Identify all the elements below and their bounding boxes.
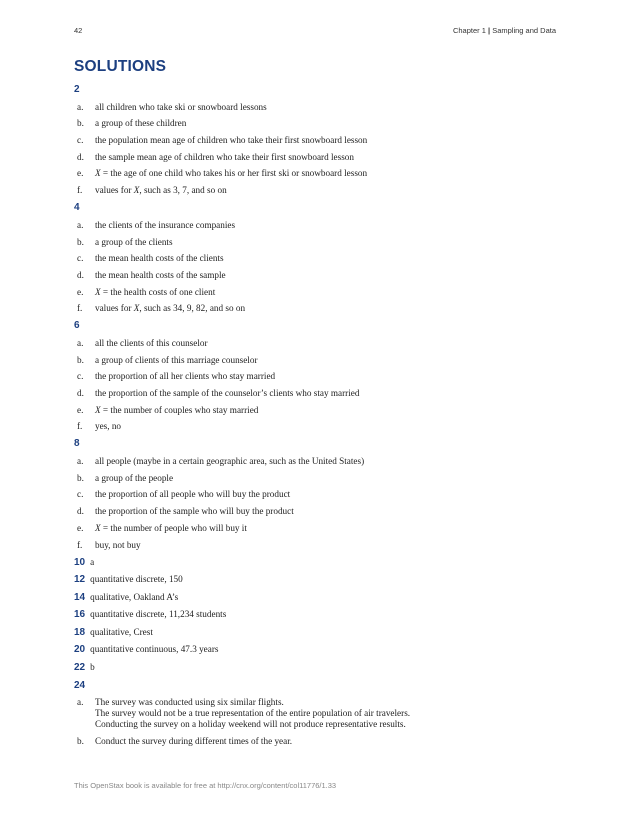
problem-number: 14	[74, 591, 86, 603]
answer-text: a	[90, 556, 95, 567]
short-answer-14	[74, 592, 564, 604]
page-number: 42	[74, 26, 83, 35]
answer-text: quantitative discrete, 150	[90, 574, 183, 585]
answer-item	[74, 388, 564, 399]
item-label: d.	[77, 506, 84, 517]
answer-prefix: values for	[95, 185, 134, 196]
answer-text: buy, not buy	[95, 539, 141, 550]
problem-number: 6	[74, 320, 80, 332]
answer-item	[74, 736, 564, 747]
answer-text: Conduct the survey during different times of the year.	[95, 736, 293, 747]
short-answer-18	[74, 627, 564, 639]
answer-line: Conducting the survey on a holiday weekend will not produce representative results.	[95, 719, 406, 730]
section-title: SOLUTIONS	[74, 58, 167, 75]
variable-x: X	[95, 522, 101, 533]
answer-text: all children who take ski or snowboard lessons	[95, 101, 267, 112]
answer-text: a group of these children	[95, 118, 187, 129]
answer-list	[74, 338, 564, 432]
problem-number: 12	[74, 574, 86, 586]
answer-text: the clients of the insurance companies	[95, 219, 236, 230]
answer-item	[74, 118, 564, 129]
item-label: d.	[77, 388, 84, 398]
item-label: b.	[77, 736, 84, 747]
answer-text: the sample mean age of children who take their first snowboard lesson	[95, 151, 354, 162]
answer-list	[74, 697, 564, 747]
answer-text: b	[90, 662, 95, 673]
answer-item	[74, 456, 564, 467]
item-label: e.	[77, 286, 84, 297]
answer-text: = the age of one child who takes his or her first ski or snowboard lesson	[100, 168, 368, 179]
short-answers-list	[74, 557, 564, 675]
answer-item	[74, 405, 564, 416]
item-label: d.	[77, 269, 84, 280]
answer-list	[74, 102, 564, 196]
variable-x: X	[133, 303, 140, 314]
problems-list	[74, 84, 564, 551]
short-answer-10	[74, 557, 564, 569]
answer-text: all people (maybe in a certain geographic area, such as the United States)	[95, 456, 365, 467]
problem-number: 2	[74, 84, 80, 95]
answer-item	[74, 287, 564, 298]
item-label: a.	[77, 697, 84, 708]
problem-number: 8	[74, 438, 80, 450]
item-label: b.	[77, 354, 84, 365]
item-label: e.	[77, 404, 84, 415]
problem-number: 22	[74, 662, 86, 674]
problem-8	[74, 438, 564, 550]
header-separator: |	[488, 26, 491, 35]
item-label: c.	[77, 489, 84, 500]
item-label: a.	[77, 456, 84, 467]
item-label: b.	[77, 472, 84, 483]
item-label: e.	[77, 522, 84, 533]
variable-x: X	[95, 286, 101, 297]
item-label: e.	[77, 168, 84, 179]
answer-item	[74, 355, 564, 366]
short-answer-22	[74, 662, 564, 674]
answer-item	[74, 152, 564, 163]
item-label: a.	[77, 337, 84, 348]
variable-x: X	[95, 404, 101, 415]
problem-number: 20	[74, 644, 86, 656]
short-answer-20	[74, 644, 564, 656]
answer-text: a group of the clients	[95, 236, 173, 247]
answer-item	[74, 253, 564, 264]
answer-text: the proportion of the sample of the counselor’s clients who stay married	[95, 388, 360, 398]
answer-item	[74, 220, 564, 231]
answer-text: a group of clients of this marriage counselor	[95, 354, 258, 365]
answer-item	[74, 270, 564, 281]
answer-text: yes, no	[95, 421, 122, 432]
answer-text: , such as 34, 9, 82, and so on	[139, 303, 246, 314]
short-answer-12	[74, 574, 564, 586]
answer-text: the proportion of all people who will buy the product	[95, 489, 291, 500]
answer-item	[74, 540, 564, 551]
page-footer: This OpenStax book is available for free at http://cnx.org/content/col11776/1.33	[74, 781, 337, 790]
answer-item	[74, 237, 564, 248]
answer-text: = the number of couples who stay married	[100, 404, 259, 415]
answer-text: qualitative, Crest	[90, 626, 153, 637]
answer-item	[74, 489, 564, 500]
running-header	[453, 26, 556, 35]
answer-text: the proportion of the sample who will buy the product	[95, 506, 294, 517]
answer-line: The survey was conducted using six similar flights.	[95, 697, 284, 708]
problem-number: 4	[74, 202, 80, 214]
answer-text: quantitative continuous, 47.3 years	[90, 644, 219, 655]
answer-item	[74, 473, 564, 484]
answer-text: a group of the people	[95, 472, 174, 483]
answer-item	[74, 185, 564, 196]
answer-line: The survey would not be a true representation of the entire population of air travelers.	[95, 708, 411, 719]
item-label: c.	[77, 253, 84, 264]
answer-item	[74, 506, 564, 517]
item-label: b.	[77, 118, 84, 129]
problem-number: 16	[74, 609, 86, 621]
answer-item	[74, 135, 564, 146]
chapter-label: Chapter 1	[452, 26, 486, 35]
answer-text: , such as 3, 7, and so on	[139, 185, 227, 196]
item-label: c.	[77, 135, 84, 146]
item-label: a.	[77, 101, 84, 112]
problem-6	[74, 320, 564, 432]
variable-x: X	[95, 168, 101, 179]
answer-item	[74, 371, 564, 382]
answer-text: quantitative discrete, 11,234 students	[90, 609, 227, 620]
answer-item	[74, 523, 564, 534]
answer-item	[74, 697, 564, 730]
item-label: b.	[77, 236, 84, 247]
problem-24	[74, 680, 564, 747]
problem-4	[74, 202, 564, 314]
answer-text: = the health costs of one client	[100, 286, 216, 297]
answer-list	[74, 456, 564, 550]
answer-text: the proportion of all her clients who stay married	[95, 371, 276, 382]
answer-item	[74, 338, 564, 349]
answer-item	[74, 102, 564, 113]
problem-number: 18	[74, 626, 86, 638]
answer-prefix: values for	[95, 303, 134, 314]
answer-text: the mean health costs of the clients	[95, 253, 224, 264]
answer-list	[74, 220, 564, 314]
answer-item	[74, 168, 564, 179]
answer-text: = the number of people who will buy it	[100, 522, 247, 533]
problem-2	[74, 84, 564, 196]
item-label: f.	[77, 539, 83, 550]
problem-number: 10	[74, 556, 86, 568]
item-label: c.	[77, 371, 84, 382]
item-label: f.	[77, 303, 83, 314]
problem-number: 24	[74, 679, 86, 691]
chapter-title: Sampling and Data	[492, 26, 556, 35]
answer-text: the mean health costs of the sample	[95, 269, 226, 280]
item-label: f.	[77, 185, 83, 196]
item-label: a.	[77, 219, 84, 230]
variable-x: X	[133, 185, 140, 196]
answer-text: the population mean age of children who take their first snowboard lesson	[95, 135, 368, 146]
answer-text: qualitative, Oakland A’s	[90, 591, 179, 602]
item-label: f.	[77, 421, 83, 432]
solutions-content	[74, 84, 564, 753]
short-answer-16	[74, 609, 564, 621]
answer-text: all the clients of this counselor	[95, 337, 208, 348]
answer-item	[74, 421, 564, 432]
answer-item	[74, 303, 564, 314]
item-label: d.	[77, 151, 84, 162]
